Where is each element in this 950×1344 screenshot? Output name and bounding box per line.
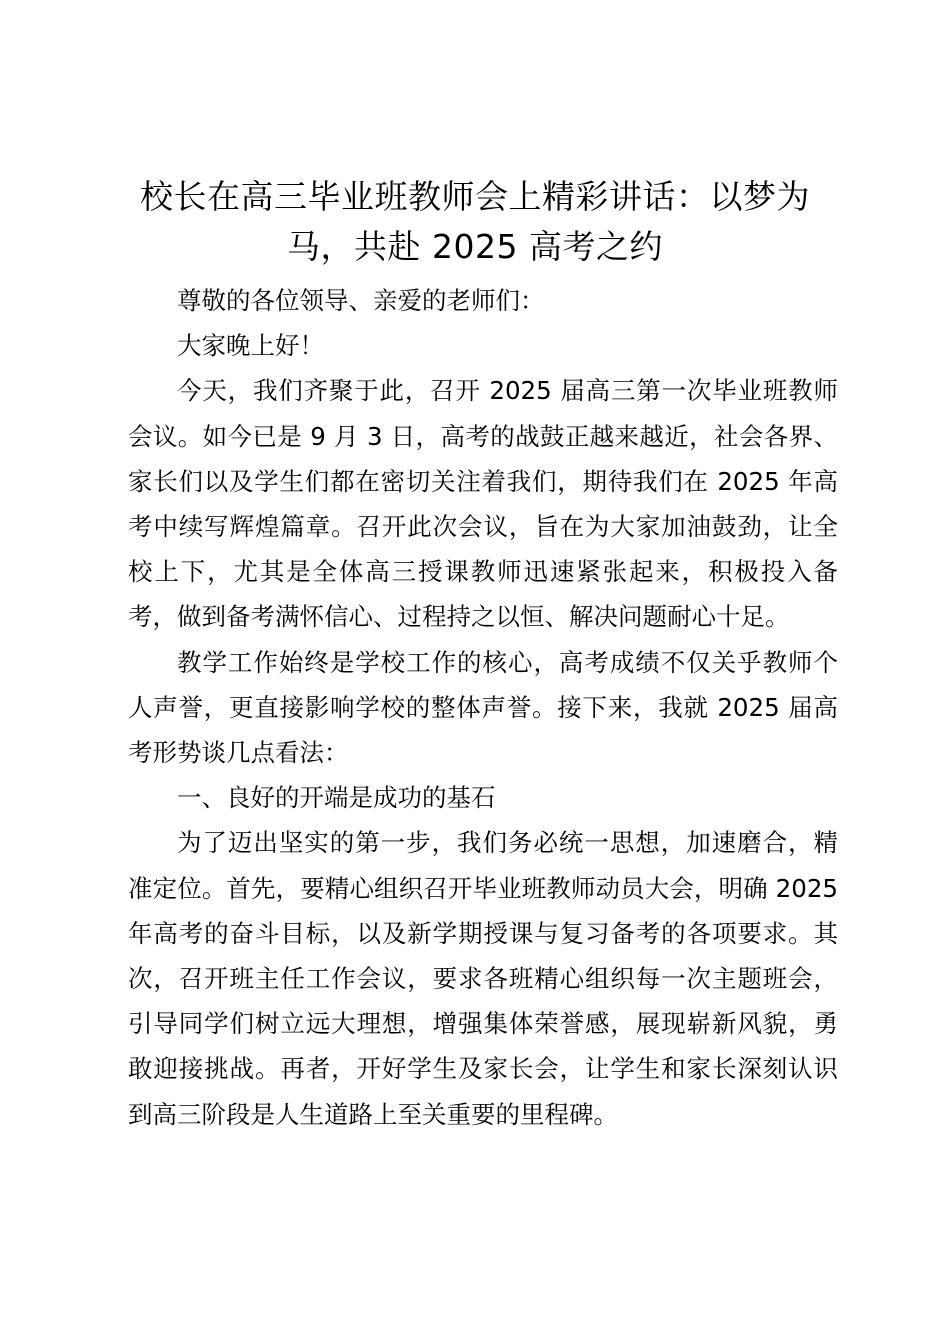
greeting-paragraph: 大家晚上好！	[177, 331, 324, 361]
document-body	[128, 278, 838, 1137]
salutation-paragraph: 尊敬的各位领导、亲爱的老师们：	[177, 286, 545, 315]
section-heading: 一、良好的开端是成功的基石	[177, 783, 496, 813]
body-paragraph: 为了迈出坚实的第一步，我们务必统一思想，加速磨合，精准定位。首先，要精心组织召开毕业班教师动员大会，明确 2025 年高考的奋斗目标，以及新学期授课与复习备考的各项要求。其次，召开班主任工作会议，要求各班精心组织每一次主题班会，引导同学们树立远大理想，增强集体荣誉感，展现崭新风貌，勇敢迎接挑战。再者，开好学生及家长会，让学生和家长深刻认识到高三阶段是人生道路上至关重要的里程碑。	[128, 828, 838, 1129]
body-paragraph: 今天，我们齐聚于此，召开 2025 届高三第一次毕业班教师会议。如今已是 9 月 3 日，高考的战鼓正越来越近，社会各界、家长们以及学生们都在密切关注着我们，期待我们在 2025 年高考中续写辉煌篇章。召开此次会议，旨在为大家加油鼓劲，让全校上下，尤其是全体高三授课教师迅速紧张起来，积极投入备考，做到备考满怀信心、过程持之以恒、解决问题耐心十足。	[128, 376, 838, 632]
body-paragraph: 教学工作始终是学校工作的核心，高考成绩不仅关乎教师个人声誉，更直接影响学校的整体声誉。接下来，我就 2025 届高考形势谈几点看法：	[128, 647, 838, 768]
document-title: 校长在高三毕业班教师会上精彩讲话：以梦为马，共赴 2025 高考之约	[140, 177, 810, 266]
